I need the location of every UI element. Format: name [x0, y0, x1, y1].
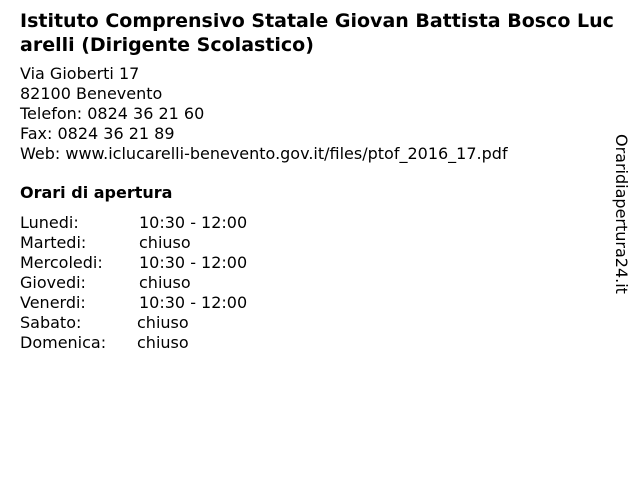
time-value: 10:30 - 12:00	[139, 253, 248, 272]
day-label: Lunedi:	[20, 213, 79, 232]
site-watermark: Oraridiapertura24.it	[612, 134, 631, 294]
website-url: Web: www.iclucarelli-benevento.gov.it/files/ptof_2016_17.pdf	[20, 144, 508, 163]
time-value: chiuso	[139, 233, 191, 252]
page-title: Istituto Comprensivo Statale Giovan Battista Bosco Lucarelli (Dirigente Scolastico)	[20, 10, 614, 56]
day-label: Domenica:	[20, 333, 107, 352]
address-block	[20, 64, 508, 164]
time-value: chiuso	[137, 313, 189, 332]
time-value: chiuso	[137, 333, 189, 352]
phone-number: Telefon: 0824 36 21 60	[20, 104, 205, 123]
time-value: 10:30 - 12:00	[139, 213, 248, 232]
day-label: Sabato:	[20, 313, 82, 332]
street-address: Via Gioberti 17	[20, 64, 140, 83]
opening-hours-title: Orari di apertura	[20, 183, 173, 202]
day-label: Martedi:	[20, 233, 87, 252]
fax-number: Fax: 0824 36 21 89	[20, 124, 175, 143]
postal-city: 82100 Benevento	[20, 84, 163, 103]
day-label: Venerdi:	[20, 293, 86, 312]
time-value: chiuso	[139, 273, 191, 292]
day-label: Mercoledi:	[20, 253, 103, 272]
day-label: Giovedi:	[20, 273, 86, 292]
time-value: 10:30 - 12:00	[139, 293, 248, 312]
